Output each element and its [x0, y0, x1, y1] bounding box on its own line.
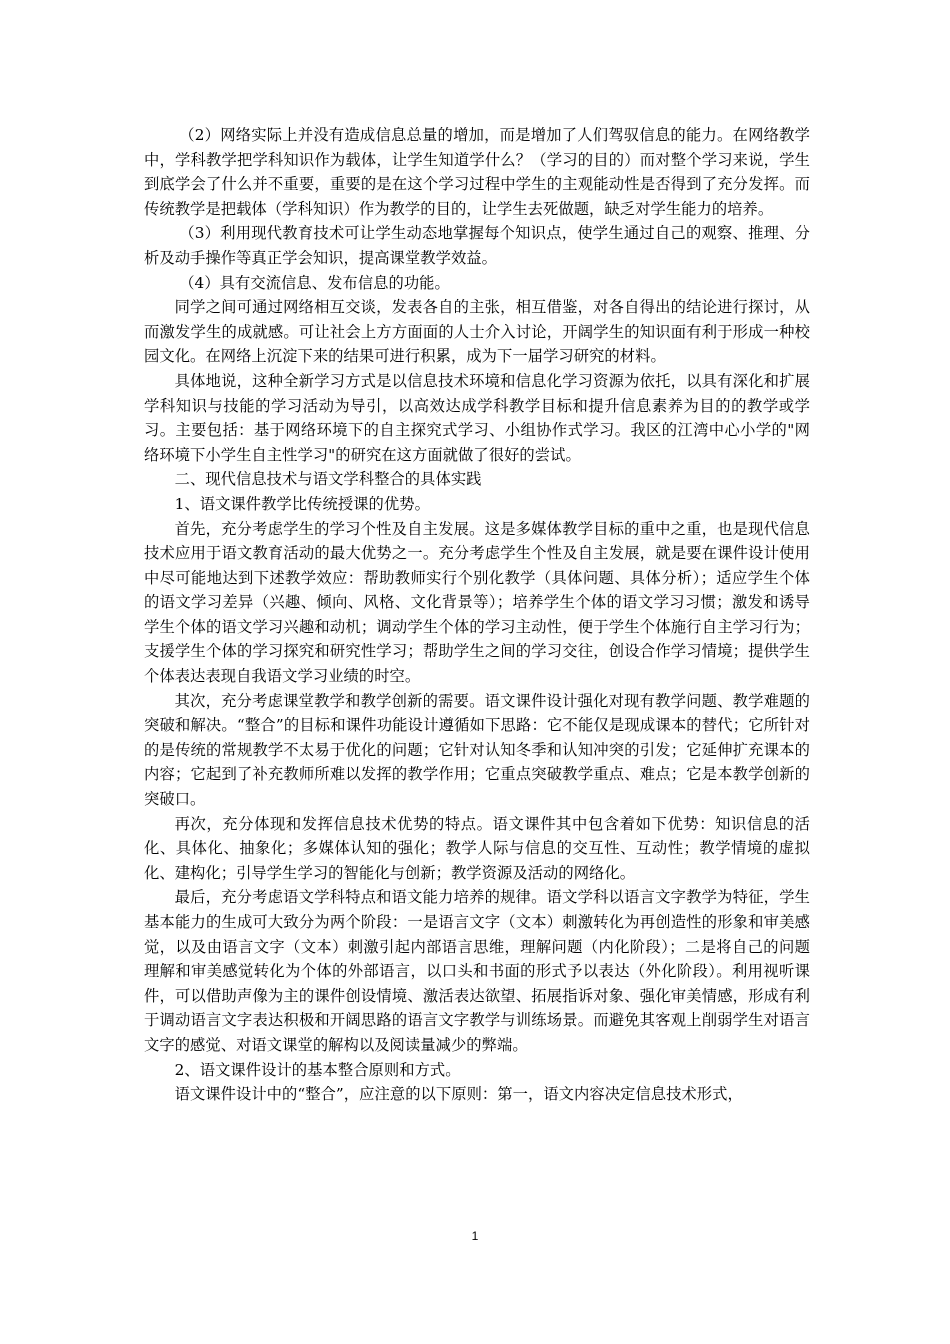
paragraph-second: 其次，充分考虑课堂教学和教学创新的需要。语文课件设计强化对现有教学问题、教学难题的突破和解决。“整合”的目标和课件功能设计遵循如下思路：它不能仅是现成课本的替代；它所针对的是传统的常规教学不太易于优化的问题；它针对认知冬季和认知冲突的引发；它延伸扩充课本的内容；它起到了补充教师所难以发挥的教学作用；它重点突破教学重点、难点；它是本教学创新的突破口。	[144, 691, 810, 809]
paragraph-first: 首先，充分考虑学生的学习个性及自主发展。这是多媒体教学目标的重中之重，也是现代信息技术应用于语文教育活动的最大优势之一。充分考虑学生个性及自主发展，就是要在课件设计使用中尽可能地达到下述教学效应：帮助教师实行个别化教学（具体问题、具体分析）；适应学生个体的语文学习差异（兴趣、倾向、风格、文化背景等）；培养学生个体的语文学习习惯；激发和诱导学生个体的语文学习兴趣和动机；调动学生个体的学习主动性，便于学生个体施行自主学习行为；支援学生个体的学习探究和研究性学习；帮助学生之间的学习交往，创设合作学习情境；提供学生个体表达表现自我语文学习业绩的时空。	[144, 519, 810, 686]
paragraph-dynamic-mastery: （3）利用现代教育技术可让学生动态地掌握每个知识点，使学生通过自己的观察、推理、分析及动手操作等真正学会知识，提高课堂教学效益。	[144, 224, 810, 267]
section-heading-practice: 二、现代信息技术与语文学科整合的具体实践	[174, 470, 482, 489]
paragraph-integration-start: 语文课件设计中的“整合”，应注意的以下原则：第一，语文内容决定信息技术形式，	[174, 1085, 743, 1104]
paragraph-third: 再次，充分体现和发挥信息技术优势的特点。语文课件其中包含着如下优势：知识信息的活化、具体化、抽象化；多媒体认知的强化；教学人际与信息的交互性、互动性；教学情境的虚拟化、建构化；引导学生学习的智能化与创新；教学资源及活动的网络化。	[144, 814, 810, 882]
subheading-integration-principles: 2、语文课件设计的基本整合原则和方式。	[174, 1060, 461, 1079]
paragraph-publish-info: （4）具有交流信息、发布信息的功能。	[179, 273, 450, 292]
paragraph-network-capability: （2）网络实际上并没有造成信息总量的增加，而是增加了人们驾驭信息的能力。在网络教学中，学科教学把学科知识作为载体，让学生知道学什么？（学习的目的）而对整个学习来说，学生到底学会了什么并不重要，重要的是在这个学习过程中学生的主观能动性是否得到了充分发挥。而传统教学是把载体（学科知识）作为教学的目的，让学生去死做题，缺乏对学生能力的培养。	[144, 126, 810, 218]
document-body	[144, 123, 810, 1107]
page-number: 1	[471, 1229, 479, 1243]
paragraph-last: 最后，充分考虑语文学科特点和语文能力培养的规律。语文学科以语言文字教学为特征，学生基本能力的生成可大致分为两个阶段：一是语言文字（文本）刺激转化为再创造性的形象和审美感觉，以及由语言文字（文本）刺激引起内部语言思维，理解问题（内化阶段）；二是将自己的问题理解和审美感觉转化为个体的外部语言，以口头和书面的形式予以表达（外化阶段）。利用视听课件，可以借助声像为主的课件创设情境、激活表达欲望、拓展指诉对象、强化审美情感，形成有利于调动语言文字表达积极和开阔思路的语言文字教学与训练场景。而避免其客观上削弱学生对语言文字的感觉、对语文课堂的解构以及阅读量减少的弊端。	[144, 888, 810, 1054]
paragraph-learning-method: 具体地说，这种全新学习方式是以信息技术环境和信息化学习资源为依托，以具有深化和扩展学科知识与技能的学习活动为导引，以高效达成学科教学目标和提升信息素养为目的的教学或学习。主要包括：基于网络环境下的自主探究式学习、小组协作式学习。我区的江湾中心小学的"网络环境下小学生自主性学习"的研究在这方面就做了很好的尝试。	[144, 371, 810, 464]
subheading-courseware-advantage: 1、语文课件教学比传统授课的优势。	[174, 494, 430, 513]
paragraph-peer-discussion: 同学之间可通过网络相互交谈，发表各自的主张，相互借鉴，对各自得出的结论进行探讨，从而激发学生的成就感。可让社会上方方面面的人士介入讨论，开阔学生的知识面有利于形成一种校园文化。在网络上沉淀下来的结果可进行积累，成为下一届学习研究的材料。	[144, 298, 810, 366]
